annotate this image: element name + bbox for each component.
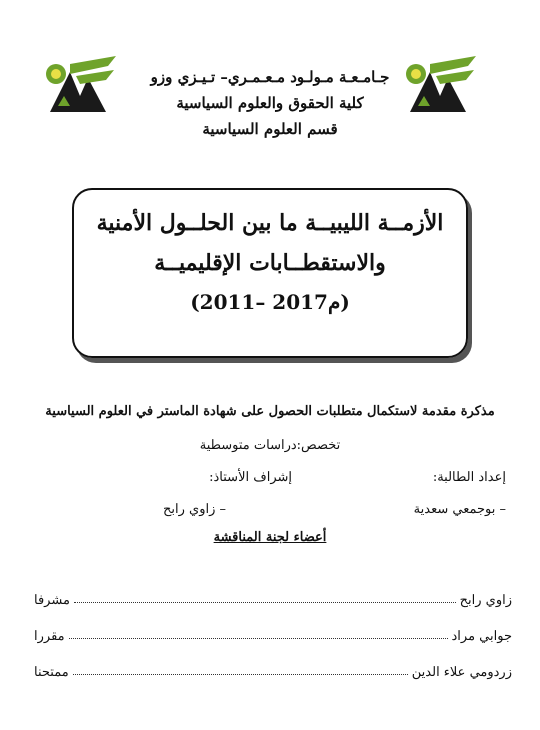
student-name: – بوجمعي سعدية xyxy=(413,502,506,517)
institution-header xyxy=(0,64,540,142)
dotted-leader xyxy=(74,602,456,603)
member-name: جوابي مراد xyxy=(451,629,512,644)
specialty: تخصص:دراسات متوسطية xyxy=(199,438,341,453)
supervised-by-label: إشراف الأستاذ: xyxy=(209,470,292,485)
thesis-title-line1: الأزمــة الليبيــة ما بين الحلــول الأمنية xyxy=(96,210,444,236)
dotted-leader xyxy=(73,674,408,675)
dotted-leader xyxy=(69,638,448,639)
member-name: زاوي رابح xyxy=(459,593,512,608)
committee-member-row xyxy=(34,658,512,680)
member-role: مشرفا xyxy=(34,593,70,608)
thesis-title-period: (2011– 2017م) xyxy=(190,290,350,314)
university-name: جـامـعـة مـولـود مـعـمـري– تـيـزي وزو xyxy=(150,68,390,86)
member-name: زردومي علاء الدين xyxy=(411,665,512,680)
committee-title: أعضاء لجنة المناقشة xyxy=(213,530,327,545)
supervisor-name: – زاوي رابح xyxy=(162,502,226,517)
faculty-name: كلية الحقوق والعلوم السياسية xyxy=(176,94,364,112)
prepared-by-label: إعداد الطالبة: xyxy=(432,470,506,485)
member-role: مقررا xyxy=(34,629,65,644)
department-name: قسم العلوم السياسية xyxy=(202,120,338,138)
committee-member-row xyxy=(34,622,512,644)
thesis-title-box xyxy=(72,188,468,358)
member-role: ممتحنا xyxy=(34,665,69,680)
thesis-purpose: مذكرة مقدمة لاستكمال متطلبات الحصول على شهادة الماستر في العلوم السياسية xyxy=(45,404,495,419)
thesis-title-line2: والاستقطــابات الإقليميــة xyxy=(154,250,386,276)
committee-member-row xyxy=(34,586,512,608)
